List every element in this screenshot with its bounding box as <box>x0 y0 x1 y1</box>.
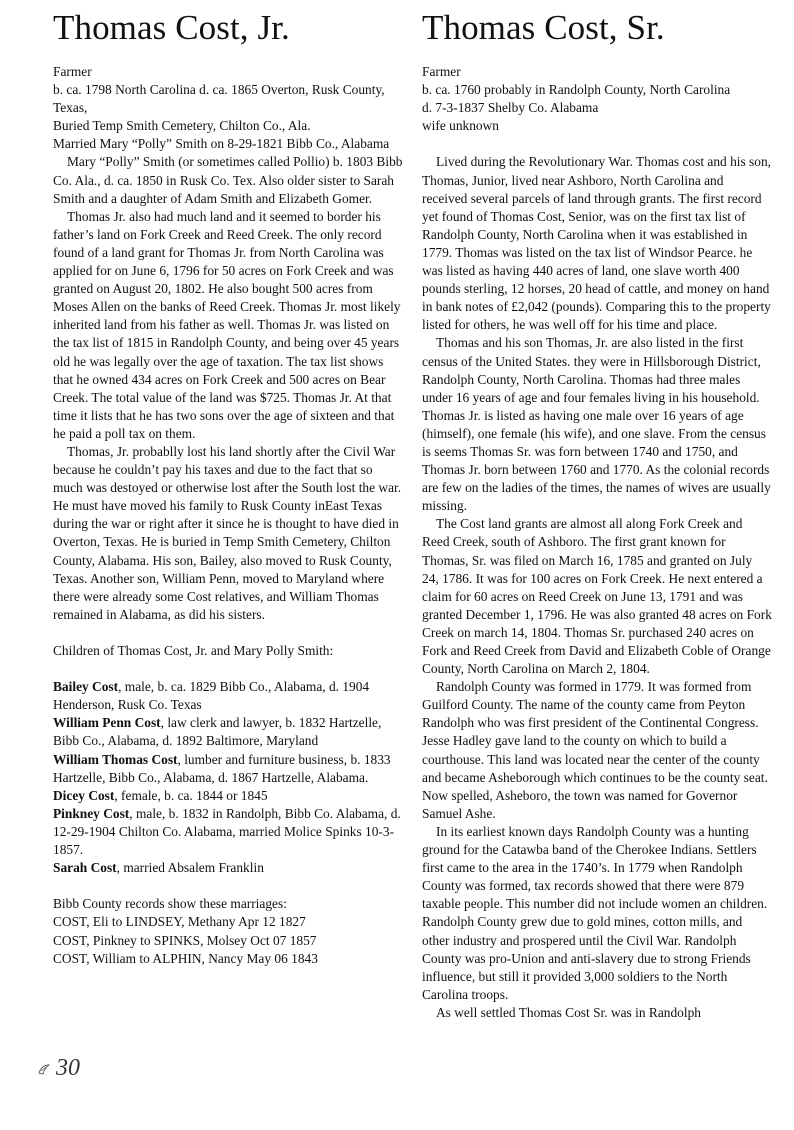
child-name: Bailey Cost <box>53 679 119 695</box>
child-entry <box>53 859 403 877</box>
marriage-record: COST, William to ALPHIN, Nancy May 06 1843 <box>53 950 318 966</box>
right-wife: wife unknown <box>422 118 499 134</box>
right-column <box>422 6 772 1022</box>
right-paragraph: Thomas and his son Thomas, Jr. are also listed in the first census of the United States. they were in Hillsborough District, Randolph County, North Carolina. Thomas had three males under 16 years of age and four females living in his household. Thomas Jr. is listed as having one male over 16 years of age (himself), one female (his wife), and one slave. From the census is seems Thomas Sr. was forn between 1740 and 1750, and Thomas Jr. born between 1760 and 1770. As the colonial records are few on the ladies of the times, the names of wives are usually missing. <box>422 335 771 514</box>
left-paragraph: Thomas Jr. also had much land and it seemed to border his father’s land on Fork Creek and Reed Creek. The only record found of a land grant for Thomas Jr. from North Carolina was applied for on June 6, 1796 for 50 acres on Fork Creek and was granted on August 20, 1802. He also bought 500 acres from Moses Allen on the banks of Reed Creek. Thomas Jr. most likely inherited land from his father as well. Thomas Jr. was listed on the tax list of 1815 in Randolph County, and being over 45 years old he was legally over the age of taxation. The tax list shows that he owned 434 acres on Fork Creek and 500 acres on Bear Creek. The total value of the land was $725. Thomas Jr. At that time it lists that he has two sons over the age of sixteen and that he paid a poll tax on them. <box>53 208 401 441</box>
right-title: Thomas Cost, Sr. <box>422 8 665 47</box>
child-entry <box>53 714 403 750</box>
page-footer <box>38 1054 80 1082</box>
right-paragraph: Randolph County was formed in 1779. It was formed from Guilford County. The name of the county came from Peyton Randolph who was first president of the Continental Congress. Jesse Hadley gave land to the county on which to build a courthouse. This land was located near the center of the county and became Asheborough which continues to be the county seat. Now spelled, Asheboro, the town was named for Governor Samuel Ashe. <box>422 679 768 821</box>
left-title: Thomas Cost, Jr. <box>53 8 290 47</box>
right-death: d. 7-3-1837 Shelby Co. Alabama <box>422 100 599 116</box>
marriage-record: COST, Eli to LINDSEY, Methany Apr 12 1827 <box>53 914 306 930</box>
page-number: 30 <box>56 1055 80 1081</box>
marriage-record: COST, Pinkney to SPINKS, Molsey Oct 07 1857 <box>53 932 317 948</box>
child-details: , female, b. ca. 1844 or 1845 <box>114 787 268 803</box>
right-occupation: Farmer <box>422 64 461 79</box>
right-paragraph: The Cost land grants are almost all along Fork Creek and Reed Creek, south of Ashboro. The first grant known for Thomas, Sr. was filed on March 16, 1785 and granted on July 24, 1786. It was for 100 acres on Fork Creek. He next entered a claim for 60 acres on Reed Creek on June 13, 1791 and was granted December 1, 1796. He was also granted 48 acres on Fork Creek on march 14, 1804. Thomas Sr. purchased 240 acres on Fork and Reed Creek from David and Elizabeth Coble of Orange County, North Carolina on March 2, 1804. <box>422 516 772 677</box>
child-details: , law clerk and lawyer, b. 1832 Hartzelle, Bibb Co., Alabama, d. 1892 Baltimore, Maryland <box>53 715 382 749</box>
left-column <box>53 6 403 968</box>
right-paragraph: As well settled Thomas Cost Sr. was in Randolph <box>436 1004 701 1020</box>
left-birth-death: b. ca. 1798 North Carolina d. ca. 1865 Overton, Rusk County, Texas, <box>53 82 385 116</box>
right-paragraph: In its earliest known days Randolph County was a hunting ground for the Catawba band of the Cherokee Indians. Settlers first came to the area in the 1740’s. In 1779 when Randolph County was formed, tax records showed that there were 879 taxable people. This number did not include women an children. Randolph County grew due to gold mines, cotton mills, and other industry and prospered until the Civil War. Randolph County was pro-Union and anti-slavery due to strong Friends influence, but still it provided 3,000 soldiers to the North Carolina troops. <box>422 823 768 1002</box>
marriages-heading: Bibb County records show these marriages: <box>53 896 287 912</box>
child-name: Dicey Cost <box>53 787 115 803</box>
child-entry <box>53 787 403 805</box>
child-entry <box>53 678 403 714</box>
child-details: , male, b. 1832 in Randolph, Bibb Co. Alabama, d. 12-29-1904 Chilton Co. Alabama, married Molice Spinks 10-3-1857. <box>53 805 401 858</box>
child-name: Pinkney Cost <box>53 805 130 821</box>
child-name: Sarah Cost <box>53 860 117 876</box>
child-details: , male, b. ca. 1829 Bibb Co., Alabama, d. 1904 Henderson, Rusk Co. Texas <box>53 679 370 713</box>
child-entry <box>53 805 403 859</box>
child-details: , married Absalem Franklin <box>116 860 264 876</box>
right-birth: b. ca. 1760 probably in Randolph County, North Carolina <box>422 82 731 98</box>
left-paragraph: Mary “Polly” Smith (or sometimes called Pollio) b. 1803 Bibb Co. Ala., d. ca. 1850 in Rusk Co. Tex. Also older sister to Sarah Smith and a daughter of Adam Smith and Elizabeth Gomer. <box>53 154 403 206</box>
child-name: William Penn Cost <box>53 715 161 731</box>
left-marriage: Married Mary “Polly” Smith on 8-29-1821 Bibb Co., Alabama <box>53 136 390 152</box>
child-name: William Thomas Cost <box>53 751 178 767</box>
left-occupation: Farmer <box>53 64 92 79</box>
child-details: , lumber and furniture business, b. 1833 Hartzelle, Bibb Co., Alabama, d. 1867 Hartzelle, Alabama. <box>53 751 391 785</box>
children-heading: Children of Thomas Cost, Jr. and Mary Polly Smith: <box>53 643 334 658</box>
left-paragraph: Thomas, Jr. probablly lost his land shortly after the Civil War because he couldn’t pay his taxes and due to the fact that so much was destoyed or otherwise lost after the South lost the war. He must have moved his family to Rusk County inEast Texas during the war or right after it since he is thought to have died in Overton, Texas. He is buried in Temp Smith Cemetery, Chilton County, Alabama. His son, Bailey, also moved to Rusk County, Texas. Another son, William Penn, moved to Maryland where there were already some Cost relatives, and William Thomas remained in Alabama, as did his sisters. <box>53 443 402 622</box>
page-ornament-icon <box>38 1062 50 1074</box>
child-entry <box>53 751 403 787</box>
left-burial: Buried Temp Smith Cemetery, Chilton Co., Ala. <box>53 118 311 134</box>
right-paragraph: Lived during the Revolutionary War. Thomas cost and his son, Thomas, Junior, lived near Ashboro, North Carolina and received several parcels of land through grants. The first record yet found of Thomas Cost, Senior, was on the first tax list of Randolph County, North Carolina when it was established in 1779. Thomas was listed on the tax list of Windsor Pearce. he was listed as having 440 acres of land, one slave worth 400 pounds sterling, 12 horses, 20 head of cattle, and money on hand in bank notes of £2,042 (pounds). Comparing this to the property listed for others, he was well off for his time and place. <box>422 154 772 333</box>
